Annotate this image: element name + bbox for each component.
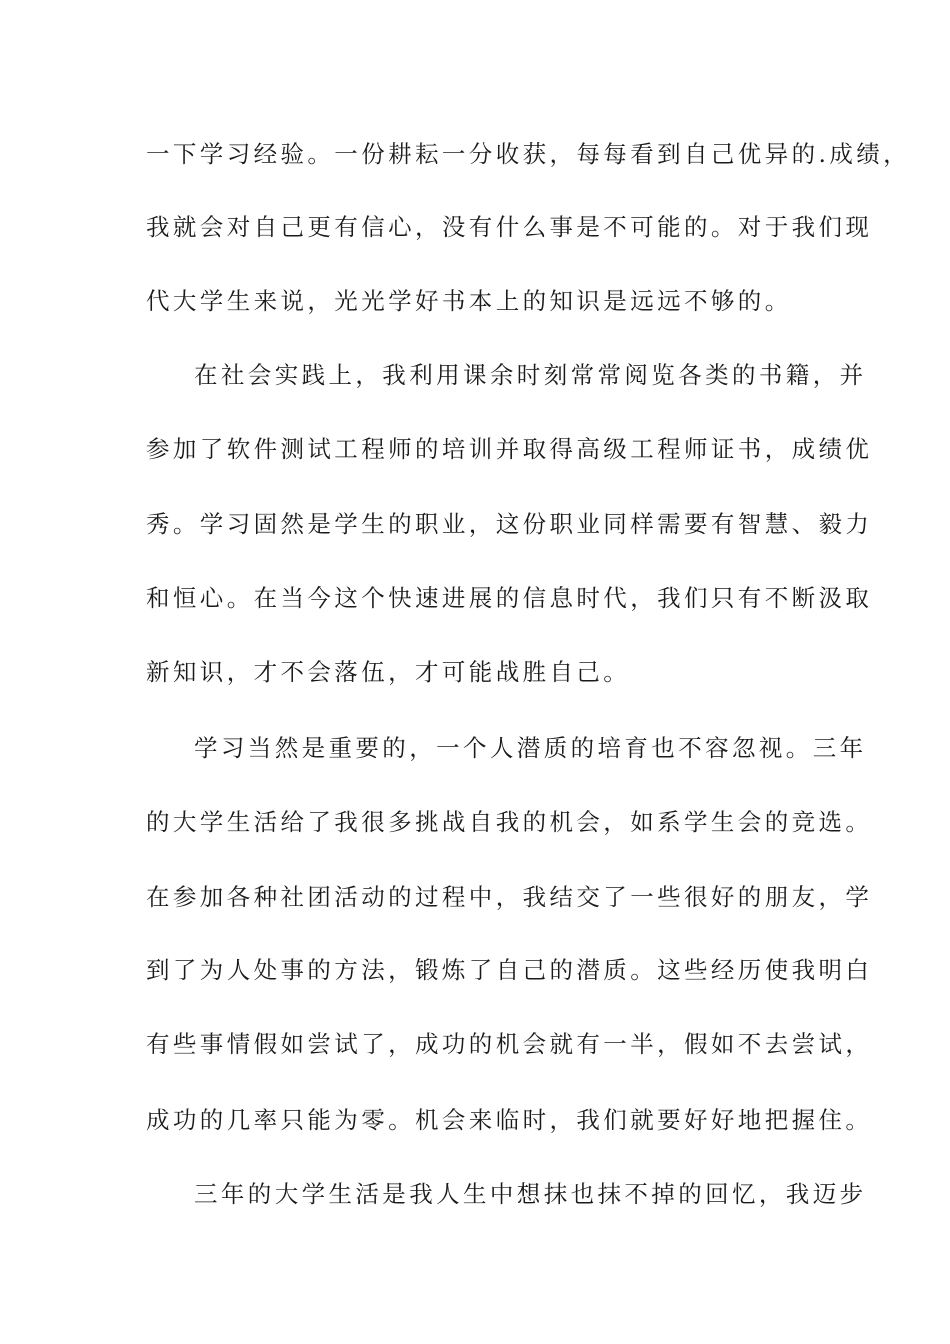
text-line-14: 成功的几率只能为零。机会来临时，我们就要好好地把握住。 bbox=[146, 1106, 873, 1134]
text-line-11: 在参加各种社团活动的过程中，我结交了一些很好的朋友，学 bbox=[146, 883, 873, 911]
text-line-2: 我就会对自己更有信心，没有什么事是不可能的。对于我们现 bbox=[146, 213, 873, 241]
text-line-1: 一下学习经验。一份耕耘一分收获，每每看到自己优异的.成绩， bbox=[146, 140, 911, 168]
text-line-7: 和恒心。在当今这个快速进展的信息时代，我们只有不断汲取 bbox=[146, 584, 873, 612]
text-line-4: 在社会实践上，我利用课余时刻常常阅览各类的书籍，并 bbox=[194, 361, 867, 389]
text-line-5: 参加了软件测试工程师的培训并取得高级工程师证书，成绩优 bbox=[146, 435, 873, 463]
text-line-8: 新知识，才不会落伍，才可能战胜自己。 bbox=[146, 658, 631, 686]
text-line-12: 到了为人处事的方法，锻炼了自己的潜质。这些经历使我明白 bbox=[146, 956, 873, 984]
text-line-13: 有些事情假如尝试了，成功的机会就有一半，假如不去尝试， bbox=[146, 1030, 873, 1058]
text-line-15: 三年的大学生活是我人生中想抹也抹不掉的回忆，我迈步 bbox=[194, 1180, 867, 1208]
text-line-3: 代大学生来说，光光学好书本上的知识是远远不够的。 bbox=[146, 287, 792, 315]
text-line-10: 的大学生活给了我很多挑战自我的机会，如系学生会的竞选。 bbox=[146, 808, 873, 836]
text-line-6: 秀。学习固然是学生的职业，这份职业同样需要有智慧、毅力 bbox=[146, 510, 873, 538]
text-line-9: 学习当然是重要的，一个人潜质的培育也不容忽视。三年 bbox=[194, 734, 867, 762]
